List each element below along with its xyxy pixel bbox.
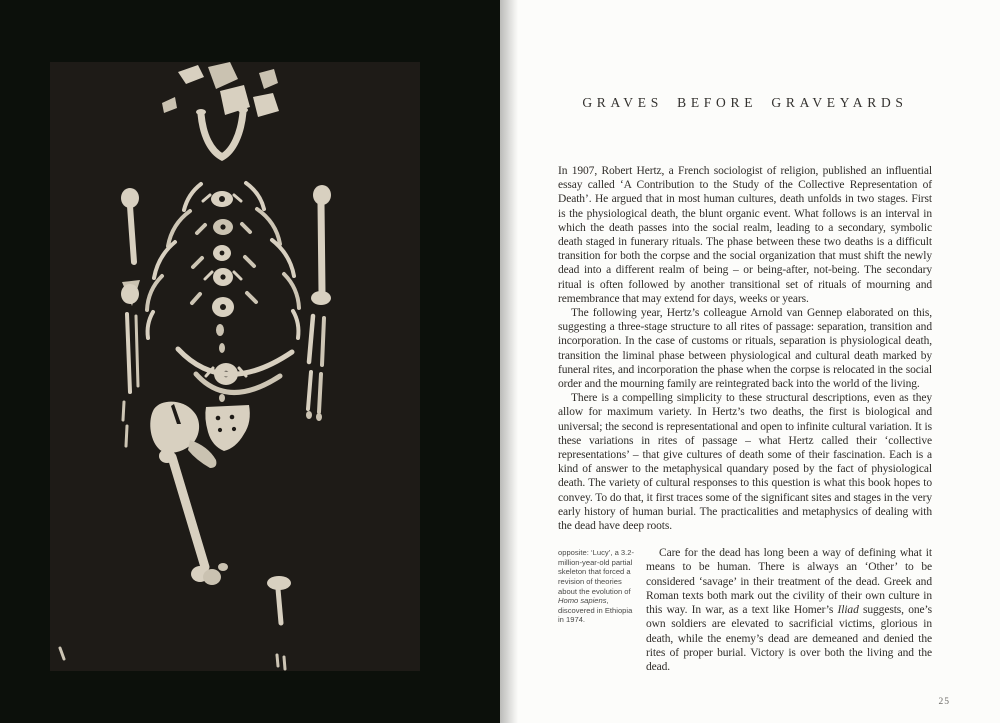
caption-and-final-paragraph	[558, 546, 932, 674]
chapter-heading: GRAVES BEFORE GRAVEYARDS	[582, 95, 908, 110]
paragraph-2: The following year, Hertz’s colleague Arnold van Gennep elaborated on this, suggesting a three-stage structure to all rites of passage: separation, transition and incorporation. In the case of customs or rituals, separation is physiological death, transition the liminal phase between physiological and cultural death marked by funeral rites, and incorporation the phase when the corpse is relocated in the social order and the mourning family are reintegrated back into the world of the living.	[558, 307, 932, 391]
paragraph-3: There is a compelling simplicity to these structural descriptions, even as they allow for maximum variety. In Hertz’s two deaths, the first is biological and universal; the second is representational and open to infinite cultural variation. It is these variations in rites of passage – what Hertz called their ‘collective representations’ – that give cultures of death some of their fascination. Each is a kind of answer to the metaphysical quandary posed by the fact of physiological death. The variety of cultural responses to this question is what this book hopes to convey. To do that, it first traces some of the significant sites and stages in the very early history of human burial. The practicalities and metaphysics of dealing with the dead have deep roots.	[558, 392, 932, 533]
skull-fragments	[162, 62, 279, 117]
left-arm-bones	[121, 188, 140, 446]
paragraph-1: In 1907, Robert Hertz, a French sociologist of religion, published an influential essay called ‘A Contribution to the Study of the Collective Representation of Death’. He argued that in most human cultures, death unfolds in two stages. First is the physiological death, the blunt organic event. What follows is an interval in which the death passes into the social realm, leading to a secondary, symbolic death staged in funerary rituals. The phase between these two deaths is a difficult transition for both the corpse and the social organization that must shift the newly dead into a different realm of being – or being-after, not-being. The secondary ritual is often followed by another transitional set of rituals of mourning and remembrance that may extend for days, weeks or years.	[558, 165, 932, 305]
body-text	[558, 164, 932, 674]
page-number: 25	[938, 697, 950, 707]
femur	[159, 449, 228, 585]
photo-caption: opposite: ‘Lucy’, a 3.2-million-year-old partial skeleton that forced a revision of theories about the evolution of Homo sapiens, discovered in Ethiopia in 1974.	[558, 548, 634, 625]
right-arm-bones	[306, 185, 331, 421]
lucy-skeleton-photo	[50, 62, 420, 671]
lucy-photo	[50, 62, 420, 671]
ribs	[147, 183, 299, 393]
gutter-shadow	[500, 0, 518, 723]
tibia-fragment	[60, 576, 291, 669]
right-page	[500, 0, 1000, 723]
paragraph-4: Care for the dead has long been a way of defining what it means to be human. There is always an ‘Other’ to be considered ‘savage’ in their treatment of the dead. Greek and Roman texts both mark out the civility of their own culture in this way. In war, as a text like Homer’s Iliad suggests, one’s own soldiers are elevated to sacrificial victims, glorious in death, while the enemy’s dead are demeaned and denied the rites of proper burial. Victory is over both the living and the dead.	[646, 547, 932, 673]
mandible	[196, 107, 248, 157]
vertebral-column	[203, 191, 246, 416]
